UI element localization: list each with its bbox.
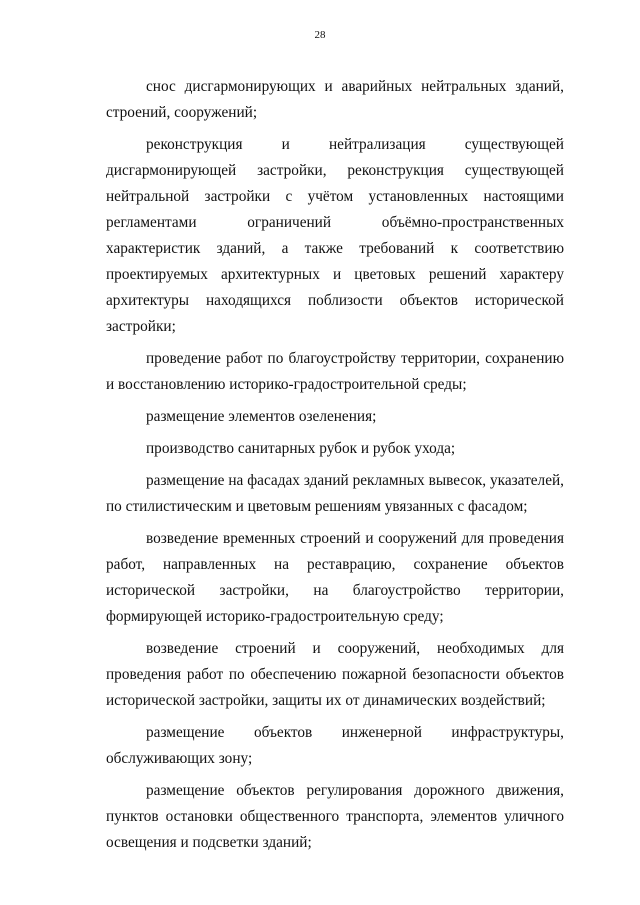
paragraph: снос дисгармонирующих и аварийных нейтральных зданий, строений, сооружений; bbox=[106, 78, 564, 121]
paragraph: реконструкция и нейтрализация существующей дисгармонирующей застройки, реконструкция существующей нейтральной застройки с учётом установленных настоящими регламентами ограничений объёмно-пространственных характеристик зданий, а также требований к соответствию проектируемых архитектурных и цветовых решений характеру архитектуры находящихся поблизости объектов исторической застройки; bbox=[106, 136, 564, 335]
page-number: 28 bbox=[314, 29, 326, 41]
paragraph: размещение объектов регулирования дорожного движения, пунктов остановки общественного транспорта, элементов уличного освещения и подсветки зданий; bbox=[106, 782, 564, 851]
paragraph: размещение на фасадах зданий рекламных вывесок, указателей, по стилистическим и цветовым решениям увязанных с фасадом; bbox=[106, 472, 564, 515]
paragraph: производство санитарных рубок и рубок ухода; bbox=[146, 440, 456, 457]
document-body bbox=[106, 74, 564, 862]
paragraph: размещение объектов инженерной инфраструктуры, обслуживающих зону; bbox=[106, 724, 564, 767]
paragraph: размещение элементов озеленения; bbox=[146, 408, 377, 425]
paragraph: возведение временных строений и сооружений для проведения работ, направленных на реставрацию, сохранение объектов исторической застройки, на благоустройство территории, формирующей историко-градостроительную среду; bbox=[106, 530, 564, 625]
paragraph: возведение строений и сооружений, необходимых для проведения работ по обеспечению пожарной безопасности объектов исторической застройки, защиты их от динамических воздействий; bbox=[106, 640, 564, 709]
paragraph: проведение работ по благоустройству территории, сохранению и восстановлению историко-градостроительной среды; bbox=[106, 350, 564, 393]
